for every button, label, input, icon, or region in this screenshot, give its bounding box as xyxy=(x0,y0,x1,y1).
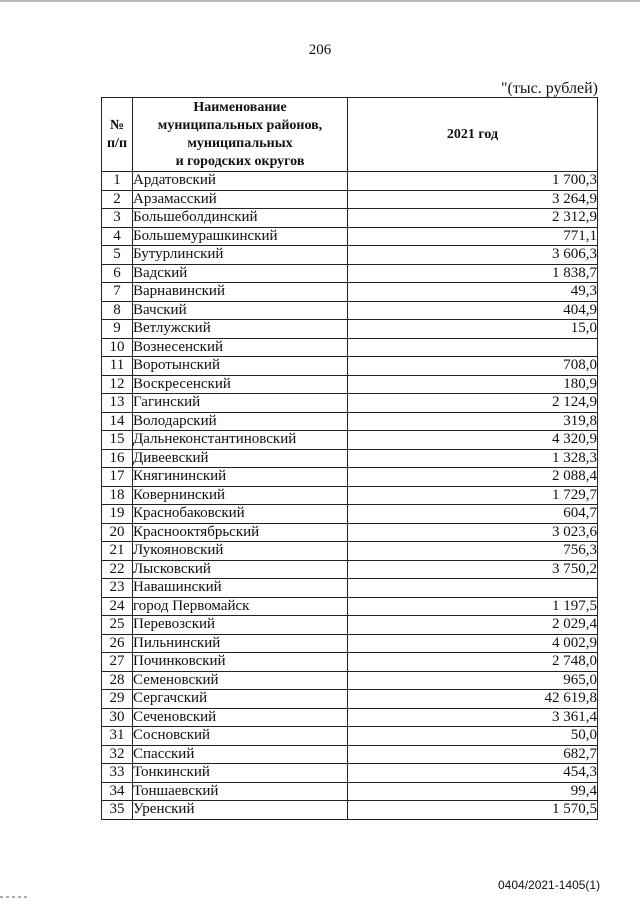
amount-cell: 319,8 xyxy=(348,412,598,431)
municipality-name-cell: Дивеевский xyxy=(133,449,348,468)
budget-table xyxy=(101,97,598,820)
amount-cell: 42 619,8 xyxy=(348,690,598,709)
municipality-name-cell: Перевозский xyxy=(133,616,348,635)
header-municipality-name xyxy=(133,98,348,172)
top-edge-rule xyxy=(0,0,640,2)
row-number-cell: 29 xyxy=(102,690,133,709)
units-note: "(тыс. рублей) xyxy=(501,80,598,97)
amount-cell: 454,3 xyxy=(348,764,598,783)
amount-cell: 965,0 xyxy=(348,671,598,690)
municipality-name-cell: Бутурлинский xyxy=(133,246,348,265)
row-number-cell: 21 xyxy=(102,542,133,561)
page-number: 206 xyxy=(308,42,332,58)
table-row xyxy=(102,708,598,727)
table-row xyxy=(102,431,598,450)
table-row xyxy=(102,190,598,209)
row-number-cell: 2 xyxy=(102,190,133,209)
amount-cell: 1 570,5 xyxy=(348,801,598,820)
amount-cell: 2 088,4 xyxy=(348,468,598,487)
amount-cell xyxy=(348,338,598,357)
municipality-name-cell: Большемурашкинский xyxy=(133,227,348,246)
amount-cell: 15,0 xyxy=(348,320,598,339)
table-row xyxy=(102,227,598,246)
amount-cell: 756,3 xyxy=(348,542,598,561)
table-row xyxy=(102,764,598,783)
amount-cell: 1 729,7 xyxy=(348,486,598,505)
municipality-name-cell: Воротынский xyxy=(133,357,348,376)
amount-cell: 2 748,0 xyxy=(348,653,598,672)
header-num-line2: п/п xyxy=(106,135,128,151)
municipality-name-cell: Варнавинский xyxy=(133,283,348,302)
municipality-name-cell: Ардатовский xyxy=(133,172,348,191)
table-row xyxy=(102,394,598,413)
row-number-cell: 3 xyxy=(102,209,133,228)
municipality-name-cell: Княгининский xyxy=(133,468,348,487)
amount-cell: 4 002,9 xyxy=(348,634,598,653)
row-number-cell: 14 xyxy=(102,412,133,431)
amount-cell: 604,7 xyxy=(348,505,598,524)
row-number-cell: 23 xyxy=(102,579,133,598)
municipality-name-cell: Краснобаковский xyxy=(133,505,348,524)
table-row xyxy=(102,283,598,302)
municipality-name-cell: Володарский xyxy=(133,412,348,431)
municipality-name-cell: Лукояновский xyxy=(133,542,348,561)
table-row xyxy=(102,357,598,376)
amount-cell: 3 361,4 xyxy=(348,708,598,727)
table-row xyxy=(102,634,598,653)
header-name-line4: и городских округов xyxy=(175,153,305,169)
row-number-cell: 10 xyxy=(102,338,133,357)
header-year: 2021 год xyxy=(348,98,598,172)
amount-cell: 1 838,7 xyxy=(348,264,598,283)
header-num-line1: № xyxy=(109,117,125,133)
table-row xyxy=(102,542,598,561)
row-number-cell: 19 xyxy=(102,505,133,524)
municipality-name-cell: Арзамасский xyxy=(133,190,348,209)
table-row xyxy=(102,209,598,228)
amount-cell: 2 124,9 xyxy=(348,394,598,413)
amount-cell: 3 750,2 xyxy=(348,560,598,579)
header-name-line2: муниципальных районов, xyxy=(157,117,323,133)
municipality-name-cell: Тоншаевский xyxy=(133,782,348,801)
table-row xyxy=(102,505,598,524)
row-number-cell: 34 xyxy=(102,782,133,801)
municipality-name-cell: Пильнинский xyxy=(133,634,348,653)
municipality-name-cell: Воскресенский xyxy=(133,375,348,394)
table-row xyxy=(102,597,598,616)
amount-cell: 3 023,6 xyxy=(348,523,598,542)
amount-cell: 708,0 xyxy=(348,357,598,376)
row-number-cell: 17 xyxy=(102,468,133,487)
amount-cell: 682,7 xyxy=(348,745,598,764)
table-row xyxy=(102,172,598,191)
table-row xyxy=(102,727,598,746)
row-number-cell: 28 xyxy=(102,671,133,690)
row-number-cell: 31 xyxy=(102,727,133,746)
row-number-cell: 25 xyxy=(102,616,133,635)
row-number-cell: 15 xyxy=(102,431,133,450)
municipality-name-cell: Ветлужский xyxy=(133,320,348,339)
amount-cell: 4 320,9 xyxy=(348,431,598,450)
municipality-name-cell: Починковский xyxy=(133,653,348,672)
header-name-line1: Наименование xyxy=(193,99,287,115)
scan-margin-mark xyxy=(0,896,30,898)
municipality-name-cell: Навашинский xyxy=(133,579,348,598)
amount-cell: 1 328,3 xyxy=(348,449,598,468)
row-number-cell: 1 xyxy=(102,172,133,191)
row-number-cell: 16 xyxy=(102,449,133,468)
row-number-cell: 27 xyxy=(102,653,133,672)
municipality-name-cell: Дальнеконстантиновский xyxy=(133,431,348,450)
table-row xyxy=(102,745,598,764)
amount-cell: 3 606,3 xyxy=(348,246,598,265)
table-row xyxy=(102,560,598,579)
municipality-name-cell: Семеновский xyxy=(133,671,348,690)
municipality-name-cell: город Первомайск xyxy=(133,597,348,616)
municipality-name-cell: Вадский xyxy=(133,264,348,283)
municipality-name-cell: Вознесенский xyxy=(133,338,348,357)
table-body xyxy=(102,172,598,820)
row-number-cell: 12 xyxy=(102,375,133,394)
table-row xyxy=(102,264,598,283)
row-number-cell: 33 xyxy=(102,764,133,783)
municipality-name-cell: Сергачский xyxy=(133,690,348,709)
row-number-cell: 32 xyxy=(102,745,133,764)
municipality-name-cell: Спасский xyxy=(133,745,348,764)
amount-cell: 49,3 xyxy=(348,283,598,302)
municipality-name-cell: Сеченовский xyxy=(133,708,348,727)
municipality-name-cell: Лысковский xyxy=(133,560,348,579)
header-row-number xyxy=(102,98,133,172)
amount-cell: 2 029,4 xyxy=(348,616,598,635)
table-row xyxy=(102,801,598,820)
municipality-name-cell: Большеболдинский xyxy=(133,209,348,228)
header-name-line3: муниципальных xyxy=(187,135,293,151)
table-row xyxy=(102,616,598,635)
municipality-name-cell: Уренский xyxy=(133,801,348,820)
amount-cell: 2 312,9 xyxy=(348,209,598,228)
amount-cell: 1 700,3 xyxy=(348,172,598,191)
amount-cell: 1 197,5 xyxy=(348,597,598,616)
row-number-cell: 4 xyxy=(102,227,133,246)
municipality-name-cell: Краснооктябрьский xyxy=(133,523,348,542)
municipality-name-cell: Сосновский xyxy=(133,727,348,746)
amount-cell: 404,9 xyxy=(348,301,598,320)
municipality-name-cell: Ковернинский xyxy=(133,486,348,505)
municipality-name-cell: Гагинский xyxy=(133,394,348,413)
table-row xyxy=(102,486,598,505)
table-row xyxy=(102,468,598,487)
amount-cell: 99,4 xyxy=(348,782,598,801)
table-row xyxy=(102,449,598,468)
table-row xyxy=(102,653,598,672)
row-number-cell: 11 xyxy=(102,357,133,376)
row-number-cell: 22 xyxy=(102,560,133,579)
table-row xyxy=(102,671,598,690)
municipality-name-cell: Вачский xyxy=(133,301,348,320)
amount-cell: 50,0 xyxy=(348,727,598,746)
table-row xyxy=(102,579,598,598)
row-number-cell: 18 xyxy=(102,486,133,505)
table-row xyxy=(102,782,598,801)
row-number-cell: 6 xyxy=(102,264,133,283)
table-row xyxy=(102,523,598,542)
amount-cell xyxy=(348,579,598,598)
table-row xyxy=(102,412,598,431)
table-row xyxy=(102,690,598,709)
table-header-row xyxy=(102,98,598,172)
table-row xyxy=(102,375,598,394)
table-row xyxy=(102,301,598,320)
row-number-cell: 9 xyxy=(102,320,133,339)
document-code: 0404/2021-1405(1) xyxy=(498,878,601,892)
table-row xyxy=(102,246,598,265)
table-row xyxy=(102,320,598,339)
row-number-cell: 20 xyxy=(102,523,133,542)
row-number-cell: 8 xyxy=(102,301,133,320)
row-number-cell: 5 xyxy=(102,246,133,265)
row-number-cell: 30 xyxy=(102,708,133,727)
amount-cell: 3 264,9 xyxy=(348,190,598,209)
row-number-cell: 35 xyxy=(102,801,133,820)
row-number-cell: 24 xyxy=(102,597,133,616)
row-number-cell: 7 xyxy=(102,283,133,302)
row-number-cell: 26 xyxy=(102,634,133,653)
table-row xyxy=(102,338,598,357)
row-number-cell: 13 xyxy=(102,394,133,413)
amount-cell: 180,9 xyxy=(348,375,598,394)
municipality-name-cell: Тонкинский xyxy=(133,764,348,783)
amount-cell: 771,1 xyxy=(348,227,598,246)
